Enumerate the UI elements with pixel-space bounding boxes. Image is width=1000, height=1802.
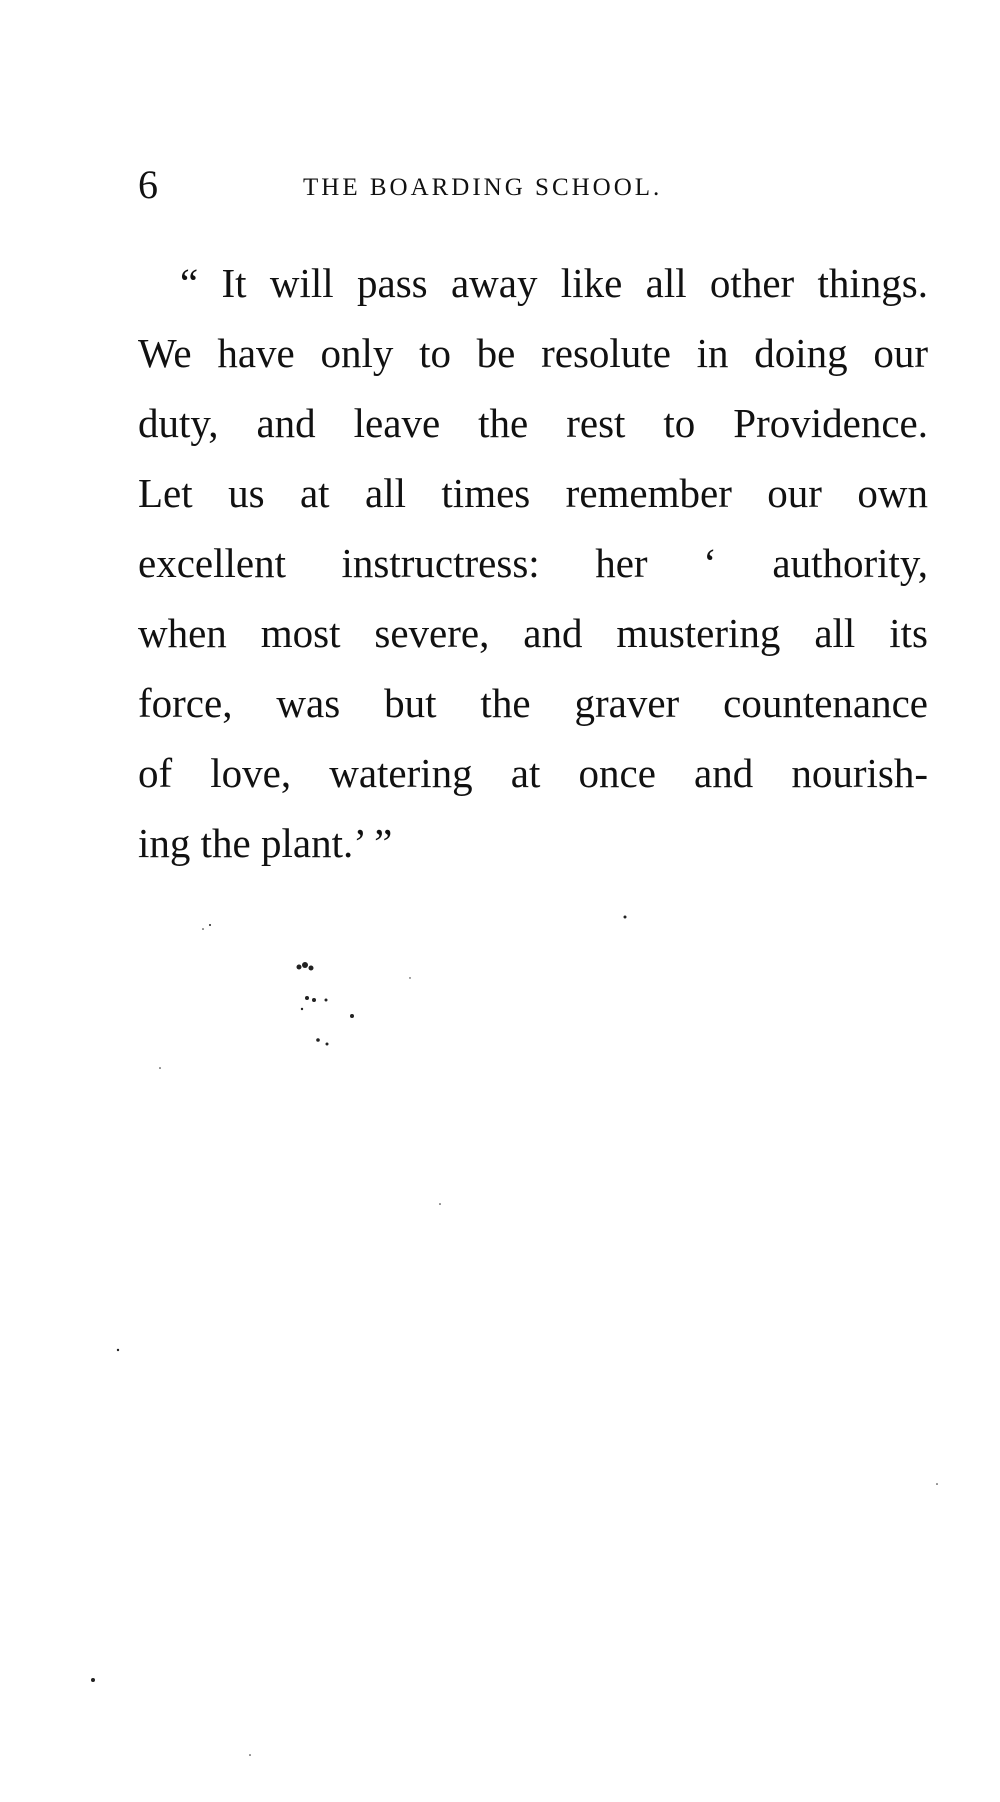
text-line: duty, and leave the rest to Providence. — [138, 400, 928, 446]
text-line: force, was but the graver countenance — [138, 680, 928, 726]
text-line: excellent instructress: her ‘ authority, — [138, 540, 928, 586]
running-title: THE BOARDING SCHOOL. — [303, 174, 663, 201]
text-line: of love, watering at once and nourish- — [138, 750, 928, 796]
text-line: Let us at all times remember our own — [138, 470, 928, 516]
running-head — [138, 160, 928, 210]
text-line: “ It will pass away like all other things. — [180, 260, 928, 306]
text-line: We have only to be resolute in doing our — [138, 330, 928, 376]
body-paragraph — [138, 248, 928, 878]
page-number: 6 — [138, 162, 158, 207]
text-line: ing the plant.’ ” — [138, 820, 393, 866]
text-line: when most severe, and mustering all its — [138, 610, 928, 656]
